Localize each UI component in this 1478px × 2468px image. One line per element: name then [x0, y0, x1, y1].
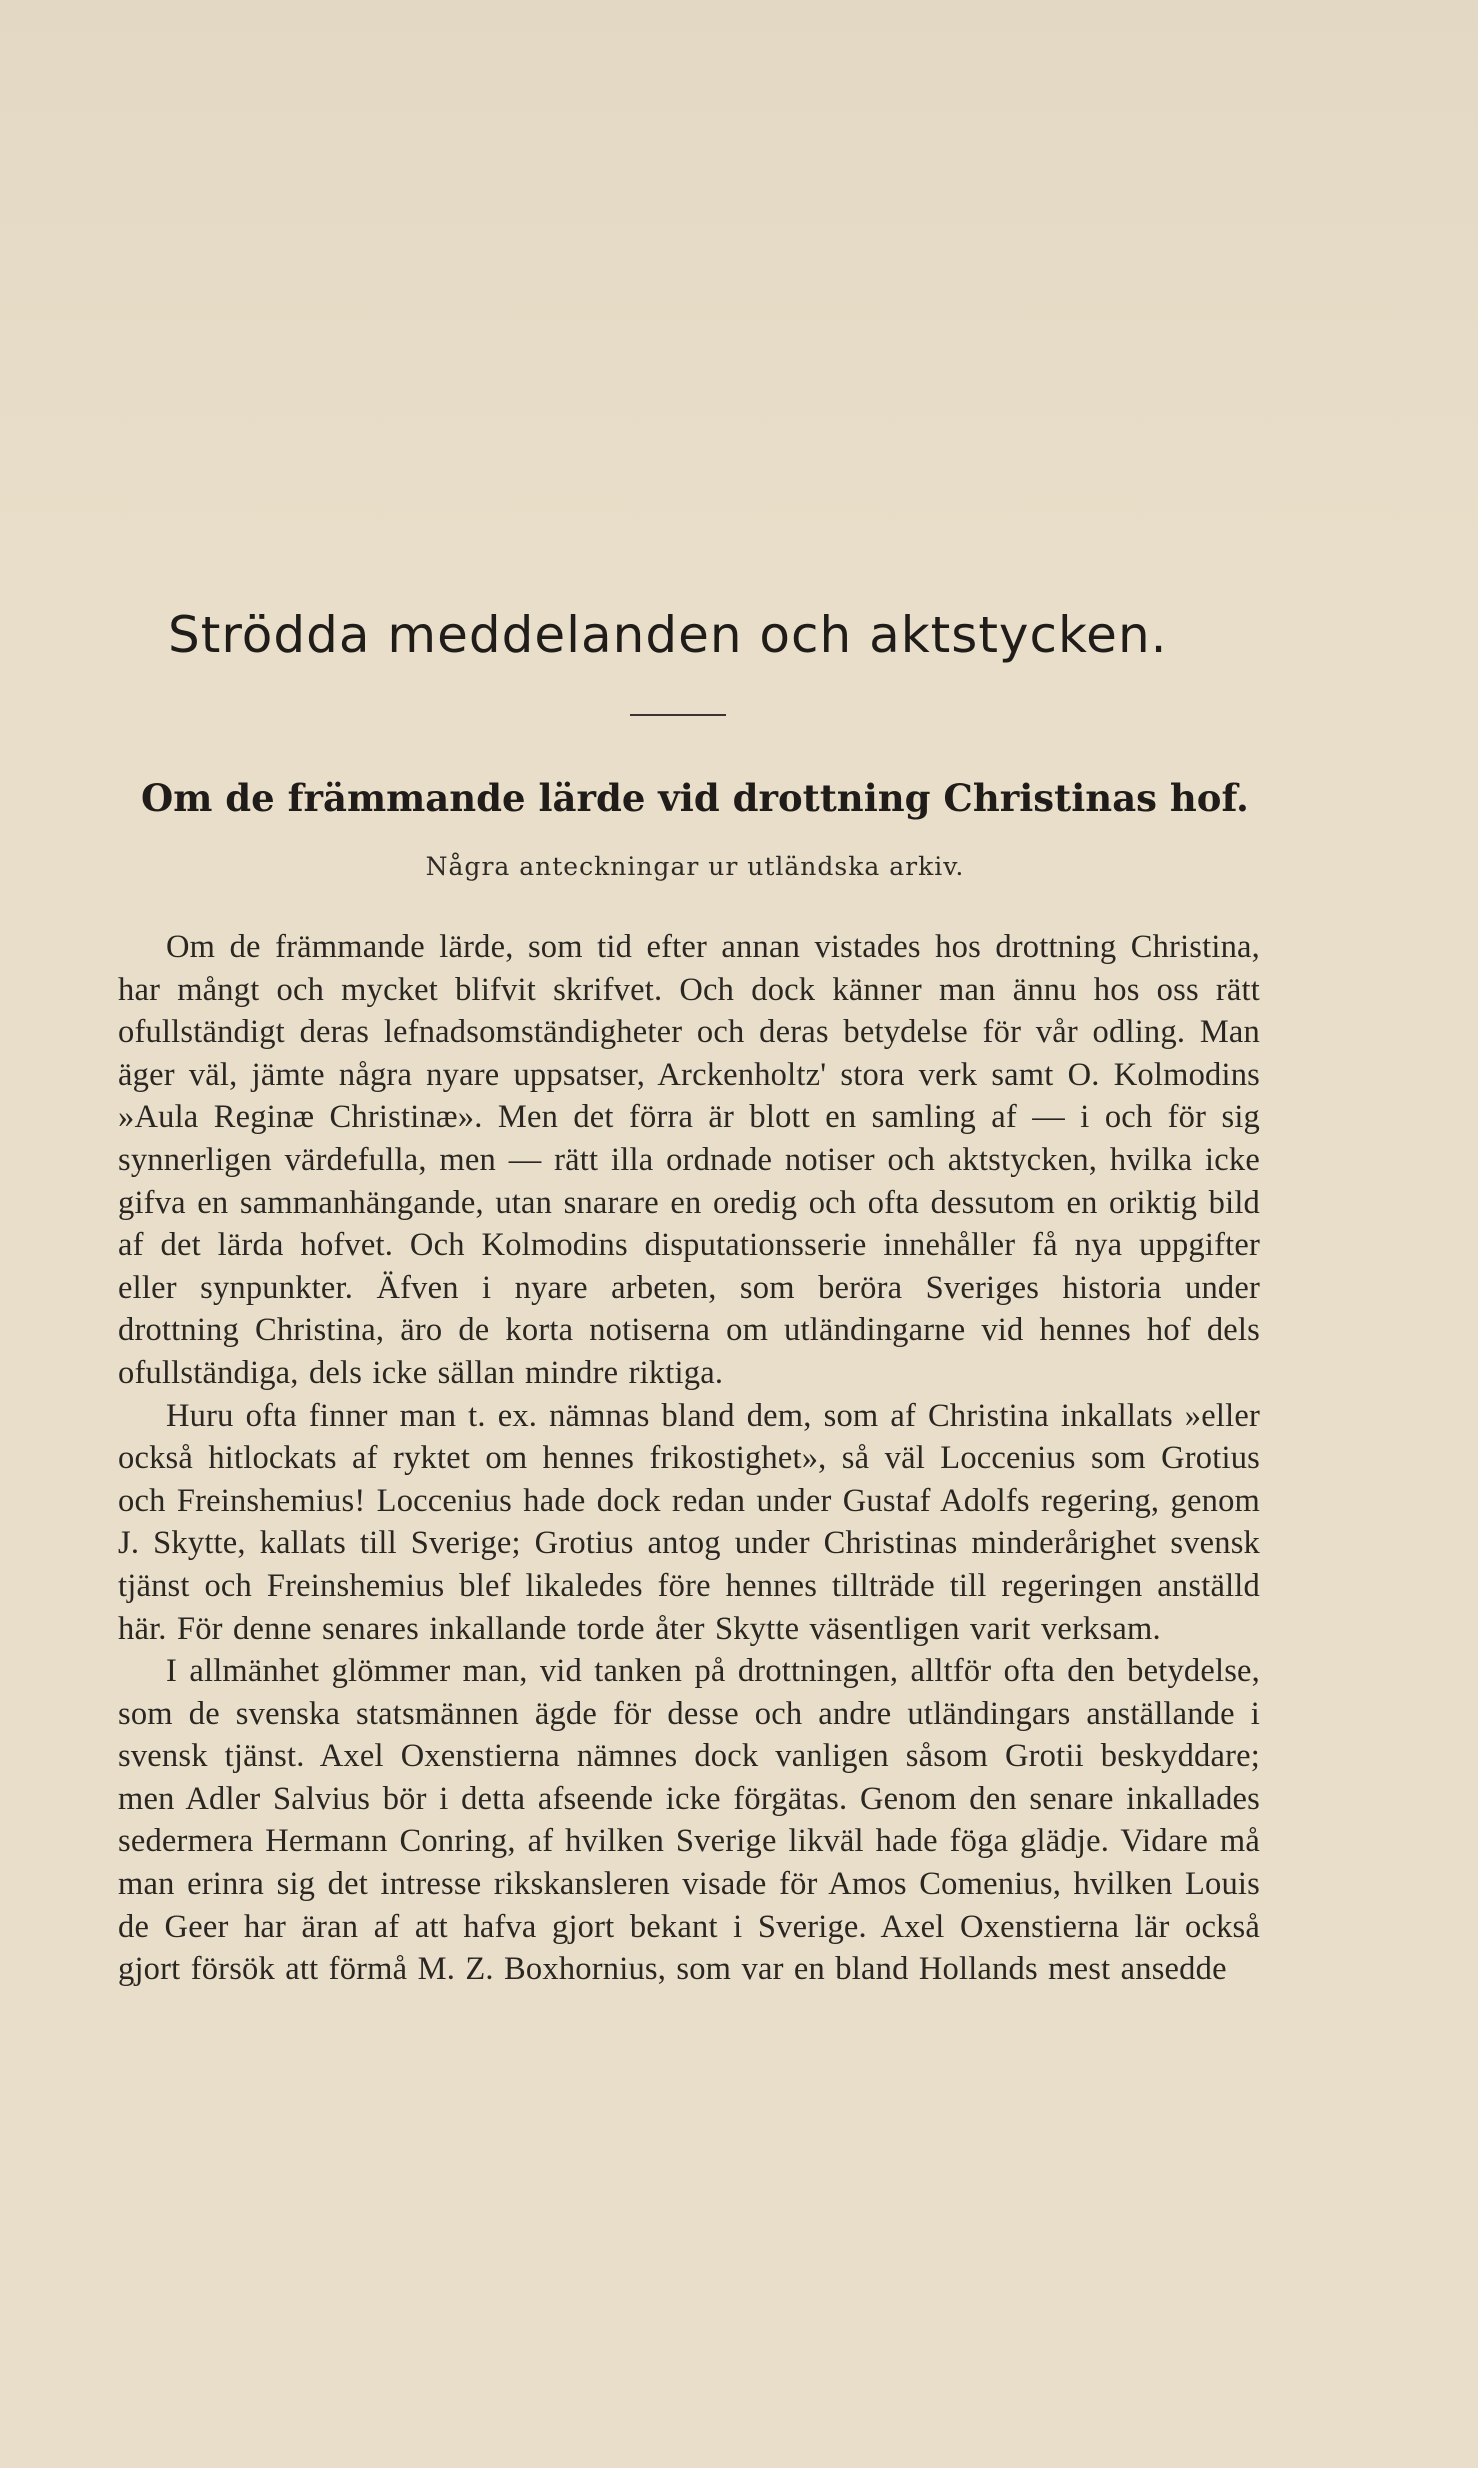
- section-heading: Strödda meddelanden och aktstycken.: [168, 606, 1168, 664]
- paragraph: Om de främmande lärde, som tid efter annan vistades hos drottning Christina, har mångt och mycket blifvit skrifvet. Och dock känner man ännu hos oss rätt ofullständigt deras lefnadsomständigheter och deras betydelse för vår odling. Man äger väl, jämte några nyare uppsatser, Arckenholtz' stora verk samt O. Kolmodins »Aula Reginæ Christinæ». Men det förra är blott en samling af — i och för sig synnerligen värdefulla, men — rätt illa ordnade notiser och aktstycken, hvilka icke gifva en sammanhängande, utan snarare en oredig och ofta dessutom en oriktig bild af det lärda hofvet. Och Kolmodins disputationsserie innehåller få nya uppgifter eller synpunkter. Äfven i nyare arbeten, som beröra Sveriges historia under drottning Christina, äro de korta notiserna om utländingarne vid hennes hof dels ofullständiga, dels icke sällan mindre riktiga.: [118, 929, 1260, 1391]
- article-subtitle: Några anteckningar ur utländska arkiv.: [425, 852, 965, 881]
- paragraph: Huru ofta finner man t. ex. nämnas bland dem, som af Christina inkallats »eller också hitlockats af ryktet om hennes frikostighet», så väl Loccenius som Grotius och Freinshemius! Loccenius hade dock redan under Gustaf Adolfs regering, genom J. Skytte, kallats till Sverige; Grotius antog under Christinas minderårighet svensk tjänst och Freinshemius blef likaledes före hennes tillträde till regeringen anställd här. För denne senares inkallande torde åter Skytte väsentligen varit verksam.: [118, 1397, 1260, 1647]
- heading-divider: [630, 714, 726, 716]
- paragraph: I allmänhet glömmer man, vid tanken på drottningen, alltför ofta den betydelse, som de svenska statsmännen ägde för desse och andre utländingars anställande i svensk tjänst. Axel Oxenstierna nämnes dock vanligen såsom Grotii beskyddare; men Adler Salvius bör i detta afseende icke förgätas. Genom den senare inkallades sedermera Hermann Conring, af hvilken Sverige likväl hade föga glädje. Vidare må man erinra sig det intresse rikskansleren visade för Amos Comenius, hvilken Louis de Geer har äran af att hafva gjort bekant i Sverige. Axel Oxenstierna lär också gjort försök att förmå M. Z. Boxhornius, som var en bland Hollands mest ansedde: [118, 1653, 1260, 1988]
- article-body: [118, 926, 1260, 1991]
- article-title: Om de främmande lärde vid drottning Christinas hof.: [141, 776, 1249, 820]
